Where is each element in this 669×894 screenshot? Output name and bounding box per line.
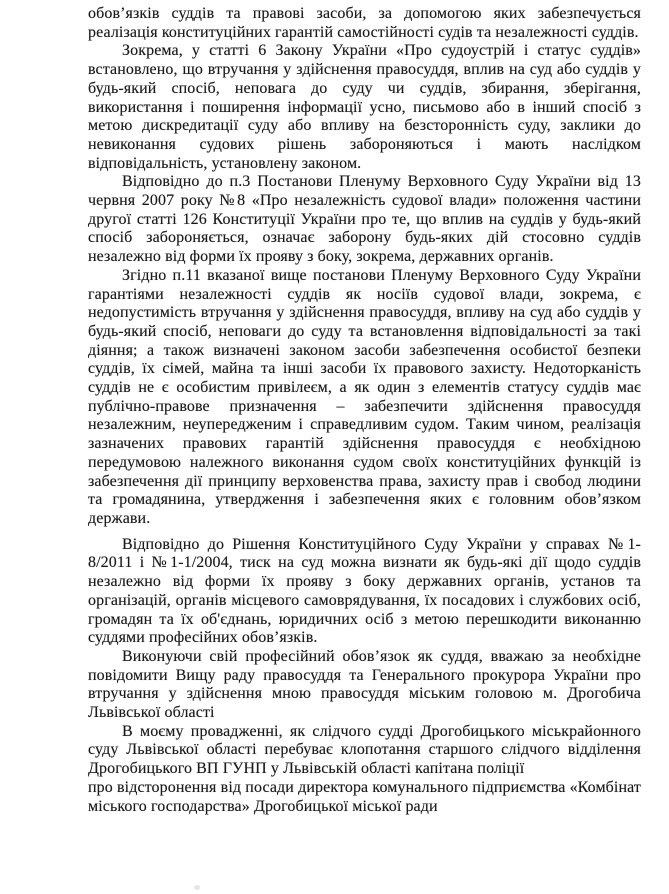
paragraph-6: Виконуючи свій професійний обов’язок як суддя, вважаю за необхідне повідомити Вищу раду правосуддя та Генерального прокурора України про втручання у здійснення мною правосуддя міським головою м. Дрогобича Львівської області	[88, 647, 641, 722]
paragraph-3: Відповідно до п.3 Постанови Пленуму Верховного Суду України від 13 червня 2007 року №8 «Про незалежність судової влади» положення частини другої статті 126 Конституції України про те, що вплив на суддів у будь-який спосіб забороняється, означає заборону будь-яких дій стосовно суддів незалежно від форми їх прояву з боку, зокрема, державних органів.	[88, 173, 641, 266]
text-column	[88, 5, 641, 816]
paragraph-8: про відсторонення від посади директора комунального підприємства «Комбінат міського господарства» Дрогобицької міської ради	[88, 778, 641, 815]
paragraph-2: Зокрема, у статті 6 Закону України «Про судоустрій і статус суддів» встановлено, що втручання у здійснення правосуддя, вплив на суд або суддів у будь-який спосіб, неповага до суду чи суддів, збирання, зберігання, використання і поширення інформації усно, письмово або в інший спосіб з метою дискредитації суду або впливу на безсторонність суду, заклики до невиконання судових рішень забороняються і мають наслідком відповідальність, установлену законом.	[88, 42, 641, 172]
paragraph-1: обов’язків суддів та правові засоби, за допомогою яких забезпечується реалізація конституційних гарантій самостійності судів та незалежності суддів.	[88, 5, 641, 41]
paragraph-7: В моєму провадженні, як слідчого судді Дрогобицького міськрайонного суду Львівської області перебуває клопотання старшого слідчого відділення Дрогобицького ВП ГУНП у Львівській області капітана поліції	[88, 722, 641, 778]
scan-noise-dot	[194, 885, 200, 890]
paragraph-5: Відповідно до Рішення Конституційного Суду України у справах №1-8/2011 і №1-1/2004, тиск на суд можна визнати як будь-які дії щодо суддів незалежно від форми їх прояву з боку державних органів, установ та організацій, органів місцевого самоврядування, їх посадових і службових осіб, громадян та їх об'єднань, юридичних осіб з метою перешкодити виконанню суддями професійних обов’язків.	[88, 535, 641, 647]
paragraph-4: Згідно п.11 вказаної вище постанови Пленуму Верховного Суду України гарантіями незалежності суддів як носіїв судової влади, зокрема, є недопустимість втручання у здійснення правосуддя, впливу на суд або суддів у будь-який спосіб, неповаги до суду та встановлення відповідальності за такі діяння; а також визначені законом засоби забезпечення особистої безпеки суддів, їх сімей, майна та інші засоби їх правового захисту. Недоторканість суддів не є особистим привілеєм, а як один з елементів статусу суддів має публічно-правове призначення – забезпечити здійснення правосуддя незалежним, неупередженим і справедливим судом. Таким чином, реалізація зазначених правових гарантій здійснення правосуддя є необхідною передумовою належного виконання судом своїх конституційних функцій із забезпечення дії принципу верховенства права, захисту прав і свобод людини та громадянина, утвердження і забезпечення яких є головним обов’язком держави.	[88, 266, 641, 527]
